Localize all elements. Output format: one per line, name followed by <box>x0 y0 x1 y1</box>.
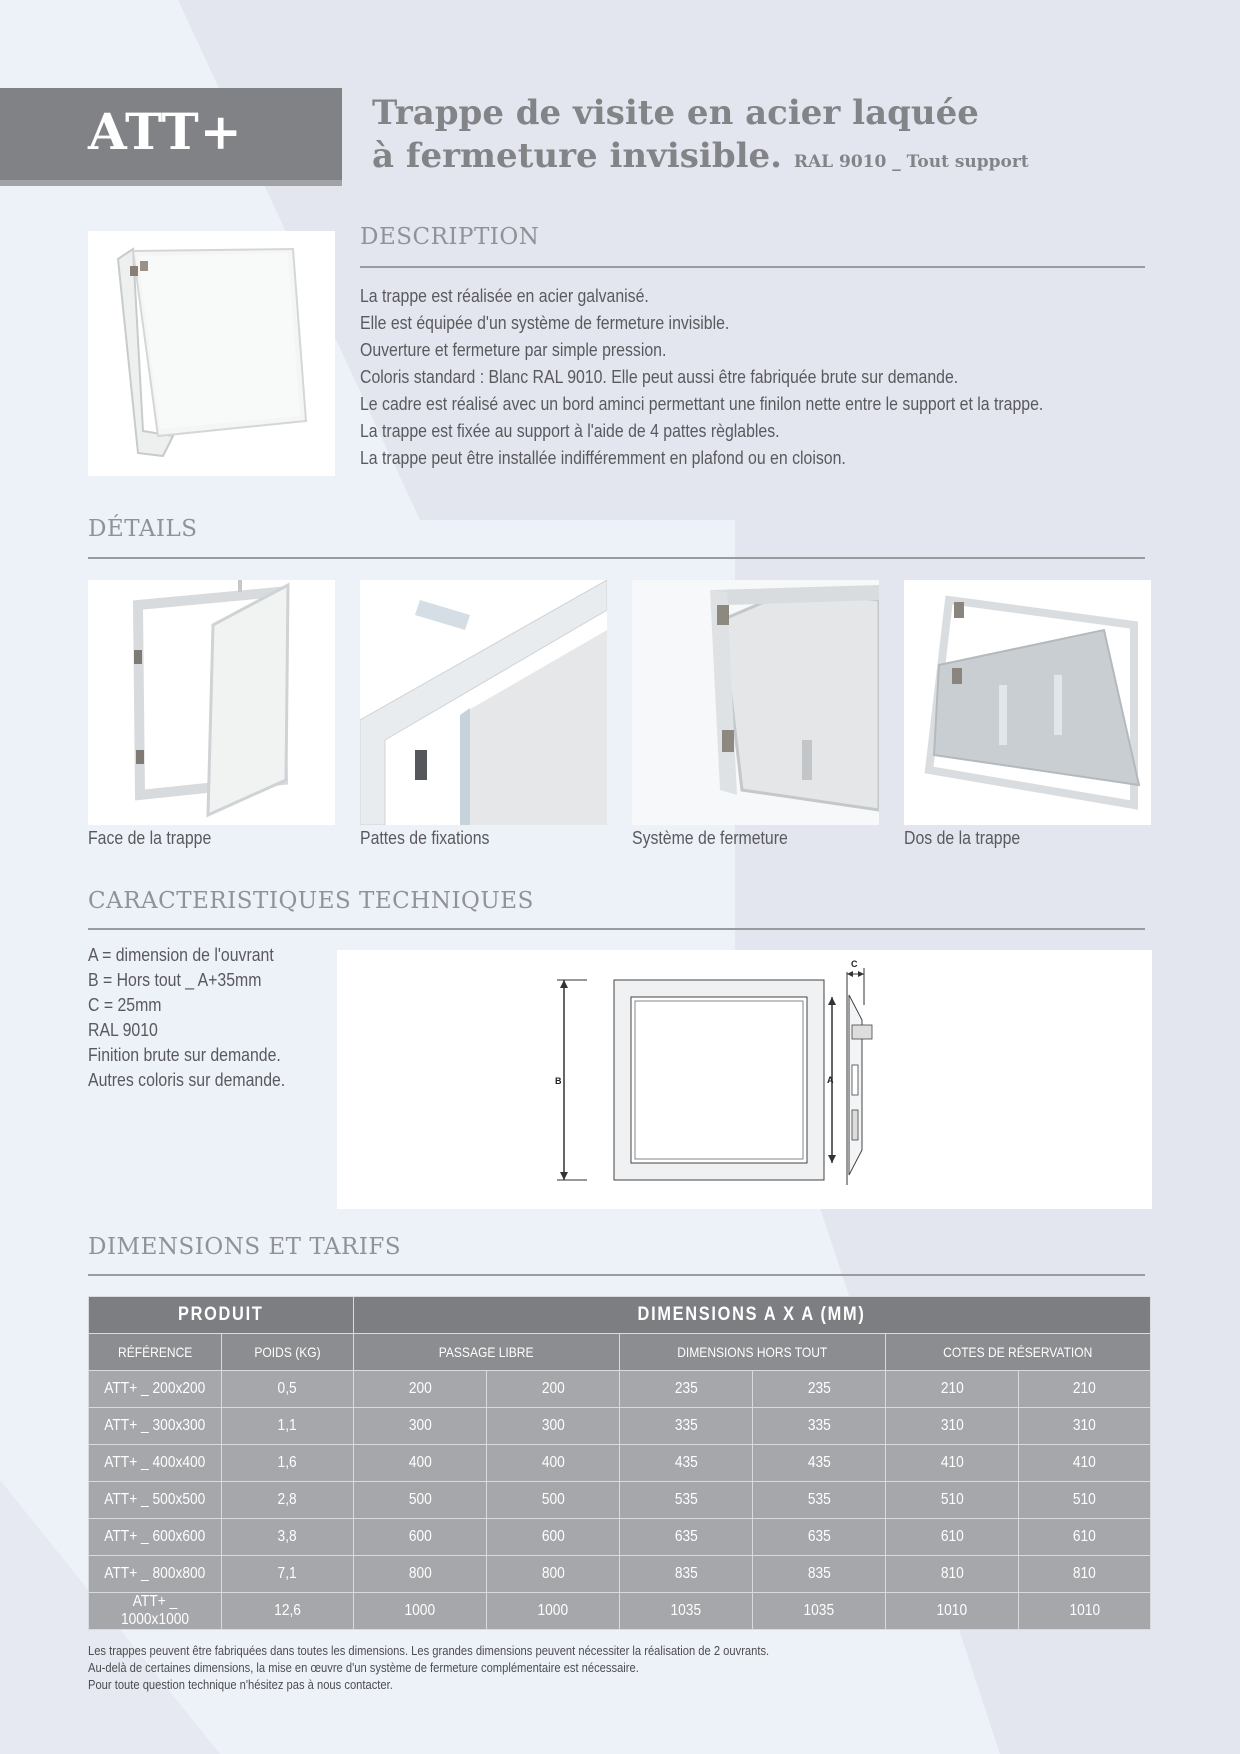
tech-line: A = dimension de l'ouvrant <box>88 945 274 965</box>
header-dimensions: DIMENSIONS A X A (MM) <box>354 1297 1151 1334</box>
table-cell: 435 <box>620 1445 753 1482</box>
table-cell: 0,5 <box>222 1371 354 1408</box>
detail-photo-front <box>88 580 335 825</box>
table-cell: 210 <box>886 1371 1019 1408</box>
page-title <box>372 92 1212 184</box>
table-cell: 300 <box>354 1408 487 1445</box>
table-cell: 810 <box>1019 1556 1151 1593</box>
title-subtitle: RAL 9010 _ Tout support <box>793 152 1029 172</box>
table-row <box>89 1445 1151 1482</box>
table-cell: 600 <box>487 1519 620 1556</box>
table-cell: 800 <box>354 1556 487 1593</box>
table-cell: 510 <box>886 1482 1019 1519</box>
header-reference: RÉFÉRENCE <box>89 1334 222 1371</box>
tech-line: B = Hors tout _ A+35mm <box>88 970 262 990</box>
caption-brackets: Pattes de fixations <box>360 828 490 848</box>
note-line: Pour toute question technique n'hésitez pas à nous contacter. <box>88 1677 393 1692</box>
detail-photo-back <box>904 580 1151 825</box>
table-cell: 335 <box>620 1408 753 1445</box>
table-cell: ATT+ _ 800x800 <box>89 1556 222 1593</box>
description-line: Ouverture et fermeture par simple pression. <box>360 340 667 360</box>
diagram-label-b: B <box>555 1076 562 1086</box>
description-line: La trappe peut être installée indifféremment en plafond ou en cloison. <box>360 448 846 468</box>
table-cell: 535 <box>753 1482 886 1519</box>
table-cell: 1035 <box>753 1593 886 1630</box>
table-cell: 400 <box>487 1445 620 1482</box>
header-produit: PRODUIT <box>89 1297 354 1334</box>
table-column-header <box>89 1334 1151 1371</box>
table-cell: ATT+ _ 600x600 <box>89 1519 222 1556</box>
table-cell: 800 <box>487 1556 620 1593</box>
table-cell: 635 <box>620 1519 753 1556</box>
details-divider <box>88 557 1145 559</box>
title-line-1: Trappe de visite en acier laquée <box>372 93 979 133</box>
table-cell: 1010 <box>1019 1593 1151 1630</box>
header-cotes-reservation: COTES DE RÉSERVATION <box>886 1334 1151 1371</box>
table-cell: 210 <box>1019 1371 1151 1408</box>
table-cell: 310 <box>886 1408 1019 1445</box>
table-cell: 1035 <box>620 1593 753 1630</box>
diagram-label-c: C <box>851 959 858 969</box>
table-cell: ATT+ _ 300x300 <box>89 1408 222 1445</box>
caption-back: Dos de la trappe <box>904 828 1021 848</box>
pricing-divider <box>88 1274 1145 1276</box>
table-cell: 510 <box>1019 1482 1151 1519</box>
note-line: Au-delà de certaines dimensions, la mise en œuvre d'un système de fermeture complémentaire est nécessaire. <box>88 1660 639 1675</box>
details-heading: DÉTAILS <box>88 516 198 542</box>
table-cell: 300 <box>487 1408 620 1445</box>
description-line: Coloris standard : Blanc RAL 9010. Elle peut aussi être fabriquée brute sur demande. <box>360 367 959 387</box>
table-cell: 3,8 <box>222 1519 354 1556</box>
table-row <box>89 1408 1151 1445</box>
pricing-table <box>88 1296 1151 1630</box>
table-cell: 200 <box>487 1371 620 1408</box>
table-cell: 1010 <box>886 1593 1019 1630</box>
table-row <box>89 1371 1151 1408</box>
table-cell: 1,6 <box>222 1445 354 1482</box>
pricing-heading: DIMENSIONS ET TARIFS <box>88 1234 402 1260</box>
table-cell: 235 <box>620 1371 753 1408</box>
technical-diagram <box>337 950 1152 1209</box>
table-cell: 335 <box>753 1408 886 1445</box>
brand-band <box>0 88 342 186</box>
description-divider <box>360 266 1145 268</box>
table-cell: 835 <box>753 1556 886 1593</box>
table-row <box>89 1556 1151 1593</box>
description-line: Le cadre est réalisé avec un bord aminci permettant une finilon nette entre le support et la trappe. <box>360 394 1044 414</box>
description-line: La trappe est réalisée en acier galvanisé. <box>360 286 649 306</box>
table-cell: ATT+ _ 500x500 <box>89 1482 222 1519</box>
caption-front: Face de la trappe <box>88 828 212 848</box>
tech-heading: CARACTERISTIQUES TECHNIQUES <box>88 888 534 914</box>
table-cell: 410 <box>886 1445 1019 1482</box>
table-cell: 500 <box>487 1482 620 1519</box>
table-cell: 12,6 <box>222 1593 354 1630</box>
table-row <box>89 1593 1151 1630</box>
header-poids: POIDS (KG) <box>222 1334 354 1371</box>
diagram-label-a: A <box>827 1075 834 1085</box>
table-cell: 810 <box>886 1556 1019 1593</box>
description-text <box>360 283 1200 472</box>
table-group-header <box>89 1297 1151 1334</box>
table-cell: 635 <box>753 1519 886 1556</box>
table-cell: 610 <box>886 1519 1019 1556</box>
tech-line: Finition brute sur demande. <box>88 1045 281 1065</box>
table-cell: 500 <box>354 1482 487 1519</box>
pricing-notes <box>88 1642 1148 1693</box>
tech-line: C = 25mm <box>88 995 162 1015</box>
tech-divider <box>88 928 1145 930</box>
table-cell: 1000 <box>487 1593 620 1630</box>
caption-closing-system: Système de fermeture <box>632 828 788 848</box>
description-line: Elle est équipée d'un système de fermeture invisible. <box>360 313 730 333</box>
note-line: Les trappes peuvent être fabriquées dans toutes les dimensions. Les grandes dimensions peuvent nécessiter la réalisation de 2 ouvrants. <box>88 1643 770 1658</box>
detail-photo-brackets <box>360 580 607 825</box>
brand-name: ATT+ <box>88 102 243 161</box>
table-cell: ATT+ _ 1000x1000 <box>89 1593 222 1630</box>
table-cell: 410 <box>1019 1445 1151 1482</box>
header-passage-libre: PASSAGE LIBRE <box>354 1334 620 1371</box>
table-cell: 400 <box>354 1445 487 1482</box>
table-cell: ATT+ _ 200x200 <box>89 1371 222 1408</box>
table-cell: 235 <box>753 1371 886 1408</box>
table-cell: 200 <box>354 1371 487 1408</box>
table-row <box>89 1519 1151 1556</box>
table-cell: 600 <box>354 1519 487 1556</box>
description-heading: DESCRIPTION <box>360 224 540 250</box>
table-cell: 1000 <box>354 1593 487 1630</box>
table-cell: 535 <box>620 1482 753 1519</box>
table-cell: 310 <box>1019 1408 1151 1445</box>
detail-photo-closing-system <box>632 580 879 825</box>
table-cell: ATT+ _ 400x400 <box>89 1445 222 1482</box>
title-line-2: à fermeture invisible. <box>372 136 782 176</box>
product-photo <box>88 231 335 476</box>
tech-line: Autres coloris sur demande. <box>88 1070 286 1090</box>
tech-specs <box>88 943 318 1093</box>
table-cell: 835 <box>620 1556 753 1593</box>
table-cell: 435 <box>753 1445 886 1482</box>
header-hors-tout: DIMENSIONS HORS TOUT <box>620 1334 886 1371</box>
tech-line: RAL 9010 <box>88 1020 158 1040</box>
table-cell: 1,1 <box>222 1408 354 1445</box>
table-cell: 2,8 <box>222 1482 354 1519</box>
table-row <box>89 1482 1151 1519</box>
table-cell: 7,1 <box>222 1556 354 1593</box>
description-line: La trappe est fixée au support à l'aide de 4 pattes règlables. <box>360 421 780 441</box>
table-cell: 610 <box>1019 1519 1151 1556</box>
table-body <box>89 1371 1151 1630</box>
